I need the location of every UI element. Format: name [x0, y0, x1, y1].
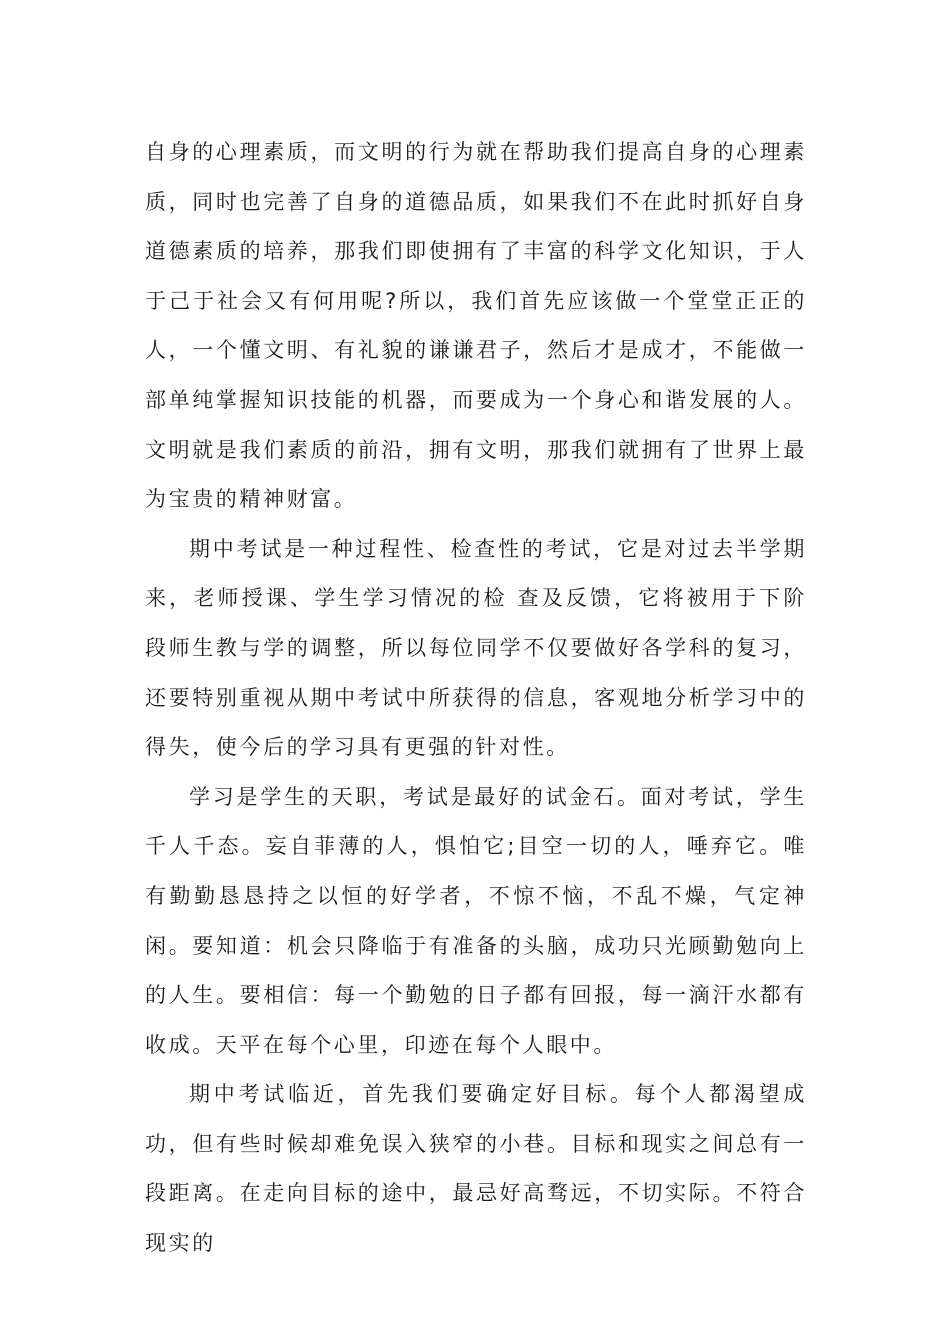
- document-body: [145, 128, 807, 1269]
- paragraph-4: 期中考试临近，首先我们要确定好目标。每个人都渴望成功，但有些时候却难免误入狭窄的小巷。目标和现实之间总有一段距离。在走向目标的途中，最忌好高骛远，不切实际。不符合现实的: [145, 1082, 807, 1256]
- paragraph-3: 学习是学生的天职，考试是最好的试金石。面对考试，学生千人千态。妄自菲薄的人，惧怕它;目空一切的人，唾弃它。唯有勤勤恳恳持之以恒的好学者，不惊不恼，不乱不燥，气定神闲。要知道：机会只降临于有准备的头脑，成功只光顾勤勉向上的人生。要相信：每一个勤勉的日子都有回报，每一滴汗水都有收成。天平在每个心里，印迹在每个人眼中。: [145, 784, 807, 1057]
- paragraph-2: 期中考试是一种过程性、检查性的考试，它是对过去半学期来，老师授课、学生学习情况的检 查及反馈，它将被用于下阶段师生教与学的调整，所以每位同学不仅要做好各学科的复习，还要特别重视从期中考试中所获得的信息，客观地分析学习中的得失，使今后的学习具有更强的针对性。: [145, 536, 807, 760]
- paragraph-1: 自身的心理素质，而文明的行为就在帮助我们提高自身的心理素质，同时也完善了自身的道德品质，如果我们不在此时抓好自身道德素质的培养，那我们即使拥有了丰富的科学文化知识，于人于己于社会又有何用呢?所以，我们首先应该做一个堂堂正正的人，一个懂文明、有礼貌的谦谦君子，然后才是成才，不能做一部单纯掌握知识技能的机器，而要成为一个身心和谐发展的人。文明就是我们素质的前沿，拥有文明，那我们就拥有了世界上最为宝贵的精神财富。: [145, 140, 807, 512]
